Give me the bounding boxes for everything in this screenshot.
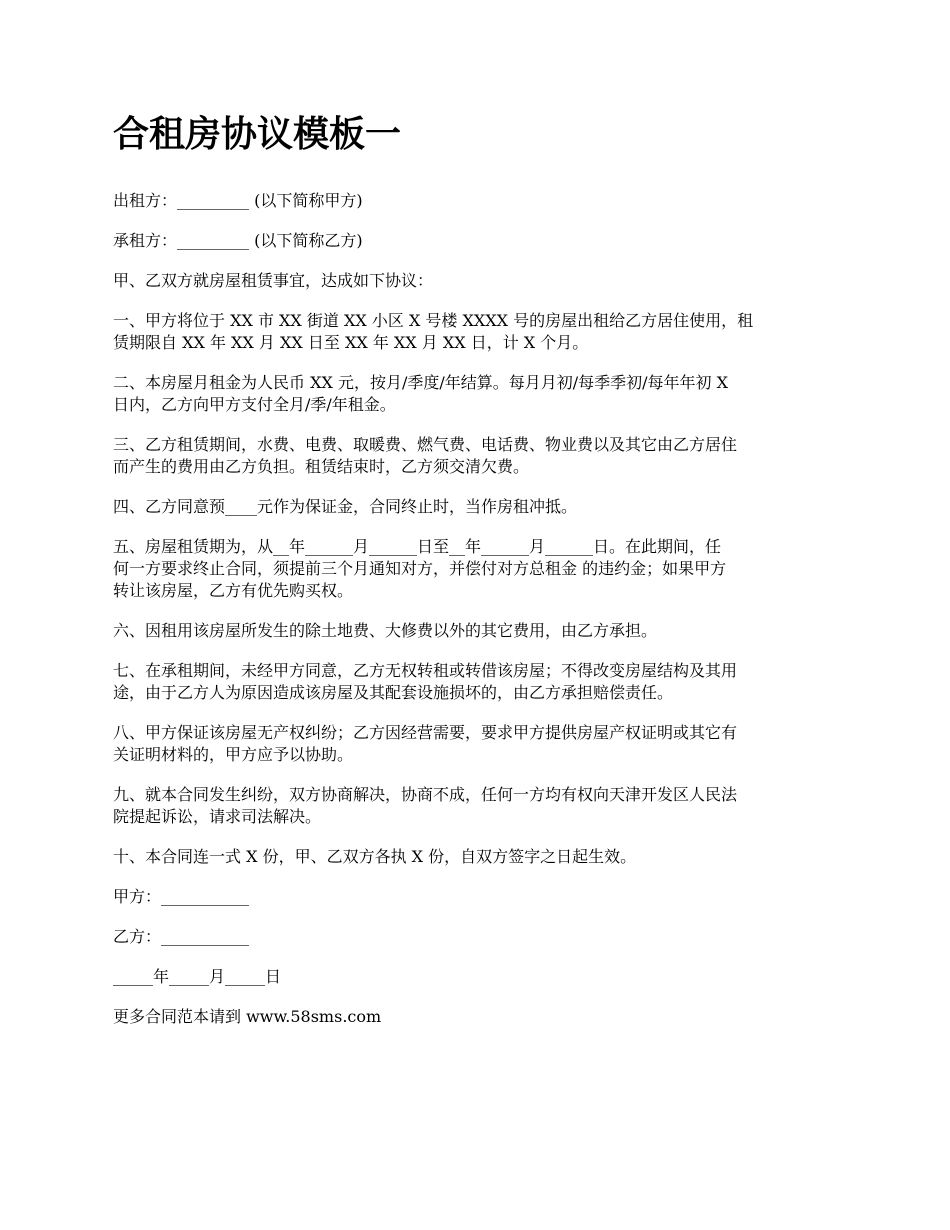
footer-note: 更多合同范本请到 www.58sms.com [113,1007,382,1026]
clause-paragraph [113,496,841,518]
clause-line: 关证明材料的，甲方应予以协助。 [113,745,354,764]
landlord-line: 出租方：_________ (以下简称甲方) [113,191,363,210]
party-b-signature: 乙方：___________ [113,927,250,946]
tenant-line: 承租方：_________ (以下简称乙方) [113,231,363,250]
agreement-intro: 甲、乙双方就房屋租赁事宜，达成如下协议： [113,271,434,290]
clause-line: 八、甲方保证该房屋无产权纠纷；乙方因经营需要，要求甲方提供房屋产权证明或其它有 [113,723,738,742]
document-page [113,108,841,1046]
clause-paragraph [113,310,841,354]
clause-line: 十、本合同连一式 X 份，甲、乙双方各执 X 份，自双方签字之日起生效。 [113,847,637,866]
clause-line: 五、房屋租赁期为，从__年______月______日至__年______月______日。在此期间，任 [113,537,722,556]
clause-line: 转让该房屋，乙方有优先购买权。 [113,581,354,600]
clause-line: 四、乙方同意预____元作为保证金，合同终止时，当作房租冲抵。 [113,497,578,516]
clause-line: 赁期限自 XX 年 XX 月 XX 日至 XX 年 XX 月 XX 日，计 X 个月。 [113,333,589,352]
signing-date: _____年_____月_____日 [113,967,282,986]
clause-line: 院提起诉讼，请求司法解决。 [113,807,322,826]
clause-line: 途，由于乙方人为原因造成该房屋及其配套设施损坏的，由乙方承担赔偿责任。 [113,683,674,702]
clause-line: 七、在承租期间，未经甲方同意，乙方无权转租或转借该房屋；不得改变房屋结构及其用 [113,661,738,680]
clause-line: 三、乙方租赁期间，水费、电费、取暖费、燃气费、电话费、物业费以及其它由乙方居住 [113,435,738,454]
clause-paragraph [113,620,841,642]
document-title: 合租房协议模板一 [113,114,402,155]
clause-paragraph [113,536,841,602]
clause-line: 日内，乙方向甲方支付全月/季/年租金。 [113,395,396,414]
clause-line: 九、就本合同发生纠纷，双方协商解决，协商不成，任何一方均有权向天津开发区人民法 [113,785,738,804]
clause-paragraph [113,660,841,704]
clause-paragraph [113,434,841,478]
clause-list [113,310,841,868]
clause-line: 二、本房屋月租金为人民币 XX 元，按月/季度/年结算。每月月初/每季季初/每年年初 X [113,373,728,392]
clause-line: 何一方要求终止合同，须提前三个月通知对方，并偿付对方总租金 的违约金；如果甲方 [113,559,727,578]
clause-line: 一、甲方将位于 XX 市 XX 街道 XX 小区 X 号楼 XXXX 号的房屋出租给乙方居住使用，租 [113,311,754,330]
clause-paragraph [113,722,841,766]
clause-line: 六、因租用该房屋所发生的除土地费、大修费以外的其它费用，由乙方承担。 [113,621,658,640]
clause-line: 而产生的费用由乙方负担。租赁结束时，乙方须交清欠费。 [113,457,530,476]
clause-paragraph [113,784,841,828]
clause-paragraph [113,846,841,868]
party-a-signature: 甲方：___________ [113,887,250,906]
clause-paragraph [113,372,841,416]
